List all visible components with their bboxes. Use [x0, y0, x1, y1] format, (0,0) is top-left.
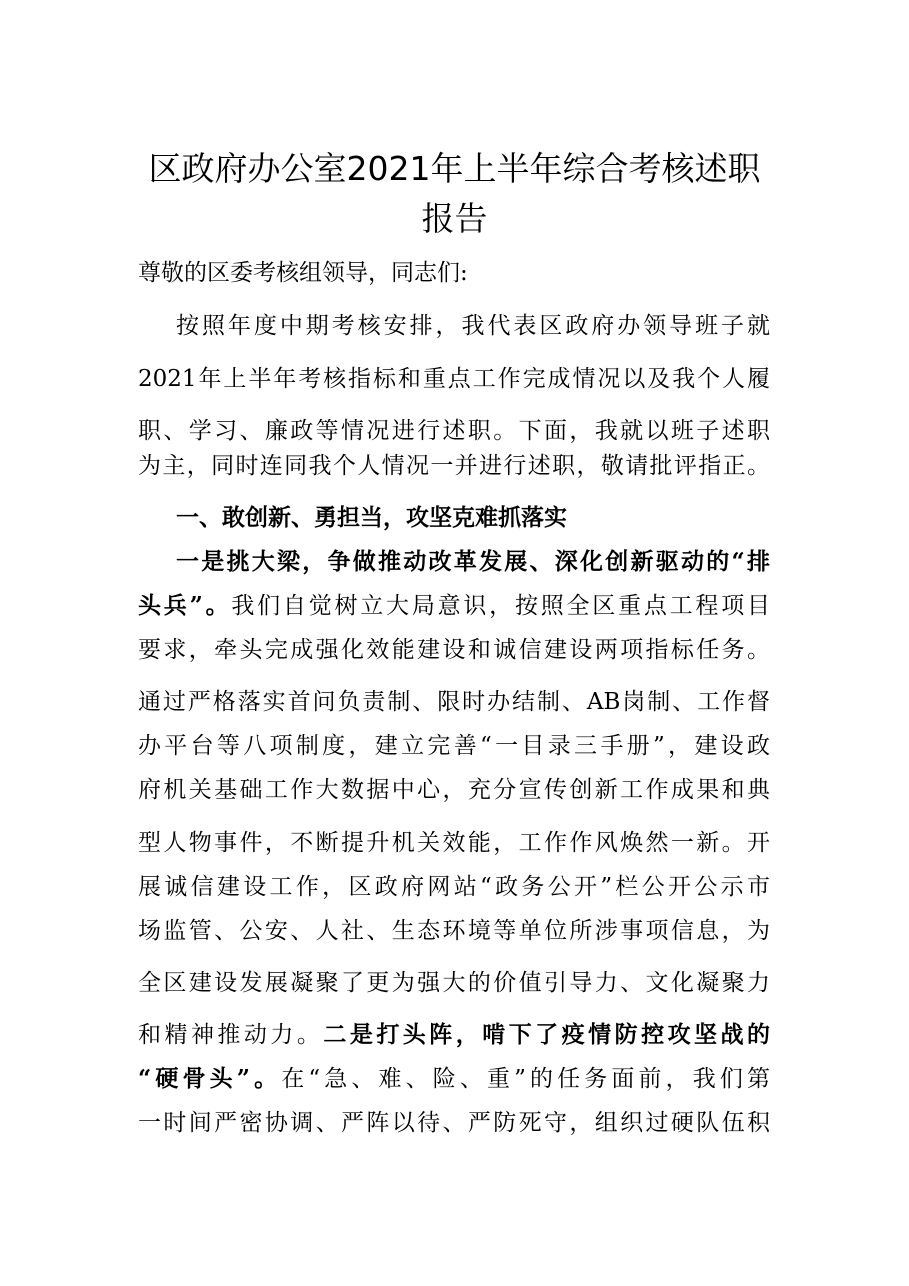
section-heading-1: 一、敢创新、勇担当，攻坚克难抓落实: [176, 504, 567, 531]
paragraph-2-line-11-text: 和精神推动力。: [138, 1022, 324, 1048]
paragraph-2-line-11: [138, 1020, 770, 1050]
paragraph-1-line-3: 职、学习、廉政等情况进行述职。下面，我就以班子述职: [138, 418, 770, 444]
paragraph-2-line-5: 办平台等八项制度，建立完善“一目录三手册”，建设政: [138, 733, 770, 759]
paragraph-2-line-4: 通过严格落实首问负责制、限时办结制、AB岗制、工作督: [138, 689, 770, 715]
paragraph-2-bold-phrase-3: “硬骨头”。: [138, 1065, 282, 1092]
paragraph-2-line-1: 一是挑大梁，争做推动改革发展、深化创新驱动的“排: [176, 548, 770, 575]
paragraph-2-line-13: 一时间严密协调、严阵以待、严防死守，组织过硬队伍积: [138, 1110, 770, 1136]
paragraph-2-line-2: [138, 591, 770, 621]
paragraph-2-line-3: 要求，牵头完成强化效能建设和诚信建设两项指标任务。: [138, 637, 770, 663]
paragraph-2-line-9: 场监管、公安、人社、生态环境等单位所涉事项信息，为: [138, 918, 770, 944]
paragraph-2-line-7: 型人物事件，不断提升机关效能，工作作风焕然一新。开: [138, 830, 770, 856]
salutation: 尊敬的区委考核组领导，同志们:: [138, 260, 468, 286]
paragraph-2-line-2-text: 我们自觉树立大局意识，按照全区重点工程项目: [231, 593, 770, 619]
document-title-line-2: 报告: [421, 199, 488, 238]
paragraph-1-line-4: 为主，同时连同我个人情况一并进行述职，敬请批评指正。: [138, 453, 770, 479]
paragraph-1-line-2: 2021年上半年考核指标和重点工作完成情况以及我个人履: [138, 366, 770, 392]
paragraph-2-bold-phrase-2: 二是打头阵，啃下了疫情防控攻坚战的: [323, 1021, 771, 1048]
paragraph-2-line-12: [138, 1064, 770, 1094]
paragraph-1-line-1: 按照年度中期考核安排，我代表区政府办领导班子就: [176, 313, 770, 339]
paragraph-2-line-10: 全区建设发展凝聚了更为强大的价值引导力、文化凝聚力: [138, 970, 770, 996]
paragraph-2-line-6: 府机关基础工作大数据中心，充分宣传创新工作成果和典: [138, 777, 770, 803]
paragraph-2-line-8: 展诚信建设工作，区政府网站“政务公开”栏公开公示市: [138, 874, 770, 900]
paragraph-2-line-12-text: 在“急、难、险、重”的任务面前，我们第: [281, 1066, 770, 1092]
document-title-line-1: 区政府办公室2021年上半年综合考核述职: [148, 149, 761, 188]
paragraph-2-bold-phrase: 头兵”。: [138, 592, 232, 619]
